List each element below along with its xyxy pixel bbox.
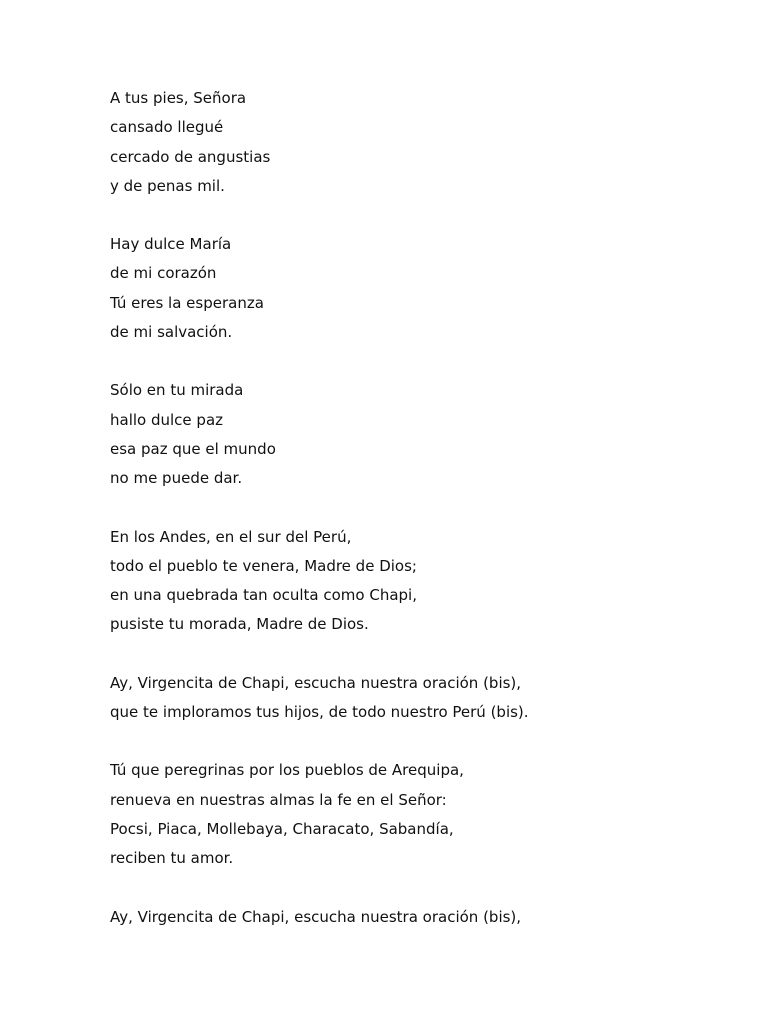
poem-line: hallo dulce paz (110, 410, 224, 429)
stanza-6 (110, 756, 730, 873)
poem-line: Tú eres la esperanza (110, 293, 264, 312)
stanza-4 (110, 523, 730, 640)
poem-line: de mi corazón (110, 264, 217, 283)
poem-line: cercado de angustias (110, 147, 271, 166)
poem-line: no me puede dar. (110, 469, 243, 488)
poem-line: Ay, Virgencita de Chapi, escucha nuestra oración (bis), (110, 907, 522, 926)
poem-line: de mi salvación. (110, 323, 233, 342)
poem-line: en una quebrada tan oculta como Chapi, (110, 586, 417, 605)
poem-line: Pocsi, Piaca, Mollebaya, Characato, Sabandía, (110, 819, 454, 838)
poem-text (110, 84, 730, 961)
poem-line: A tus pies, Señora (110, 89, 247, 107)
poem-line: Sólo en tu mirada (110, 381, 244, 400)
poem-line: esa paz que el mundo (110, 439, 276, 458)
stanza-2 (110, 230, 730, 347)
poem-line: reciben tu amor. (110, 849, 234, 868)
poem-line: todo el pueblo te venera, Madre de Dios; (110, 556, 417, 575)
poem-line: que te imploramos tus hijos, de todo nuestro Perú (bis). (110, 703, 529, 722)
stanza-7 (110, 903, 730, 932)
stanza-3 (110, 376, 730, 493)
poem-line: renueva en nuestras almas la fe en el Señor: (110, 790, 447, 809)
poem-line: En los Andes, en el sur del Perú, (110, 527, 352, 546)
stanza-5 (110, 669, 730, 728)
poem-line: Tú que peregrinas por los pueblos de Arequipa, (110, 761, 464, 780)
stanza-1 (110, 84, 730, 201)
poem-line: pusiste tu morada, Madre de Dios. (110, 615, 369, 634)
poem-line: y de penas mil. (110, 176, 225, 195)
poem-line: Ay, Virgencita de Chapi, escucha nuestra oración (bis), (110, 673, 522, 692)
poem-line: Hay dulce María (110, 235, 232, 254)
poem-line: cansado llegué (110, 118, 224, 137)
